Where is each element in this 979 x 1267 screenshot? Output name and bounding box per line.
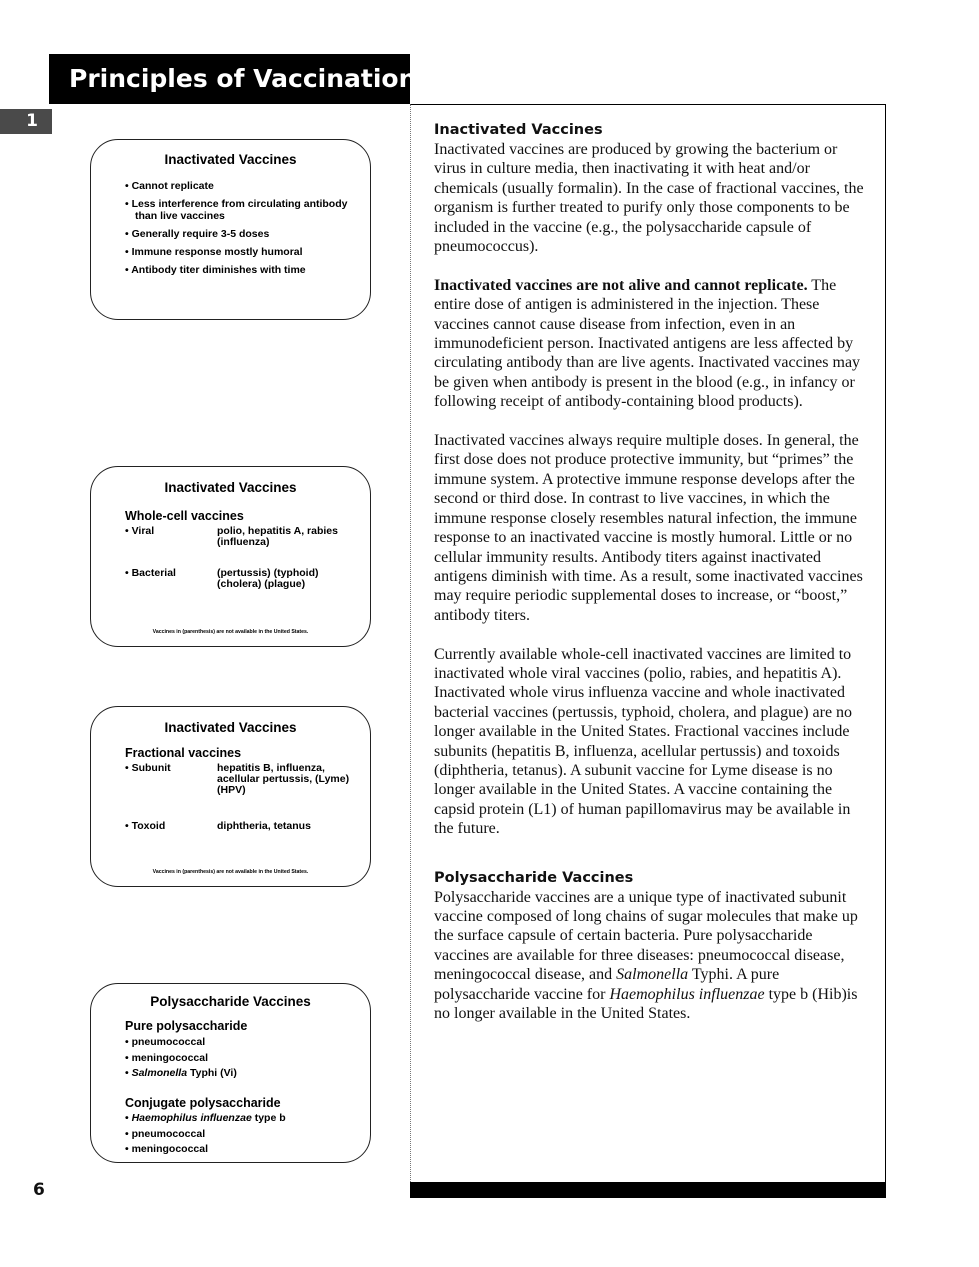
- pure-polysaccharide-list: [125, 1035, 237, 1082]
- list-item: • pneumococcal: [125, 1127, 206, 1140]
- paragraph: Inactivated vaccines always require multiple doses. In general, the first dose does not produce protective immunity, but “primes” the immune system. A protective immune response develops after the second or third dose. In contrast to live vaccines, in which the immune response closely resembles natural infection, the immune response to an inactivated vaccine is mostly humoral. Little or no cellular immunity results. Antibody titers against inactivated antigens diminish with time. As a result, some inactivated vaccines may require periodic supplemental doses to increase, or “boost,” antibody titers.: [434, 432, 863, 624]
- conjugate-polysaccharide-list: [125, 1111, 286, 1158]
- slide-bullet: • Immune response mostly humoral: [125, 246, 303, 258]
- list-item: • Haemophilus influenzae type b: [125, 1112, 286, 1124]
- slide-bullet-list: [125, 180, 370, 282]
- body-text-column: [434, 120, 864, 1043]
- slide-bullet: • Antibody titer diminishes with time: [125, 264, 306, 276]
- slide-bullet: • Generally require 3-5 doses: [125, 228, 270, 240]
- paragraph: Currently available whole-cell inactivated vaccines are limited to inactivated whole viral vaccines (polio, rabies, and hepatitis A). Inactivated whole virus influenza vaccine and whole inactivated bacterial vaccines (pertussis, typhoid, cholera, and plague) are no longer available in the United States. Fractional vaccines include subunits (hepatitis B, influenza, acellular pertussis) and toxoids (diphtheria, tetanus). A subunit vaccine for Lyme disease is no longer available in the United States. A vaccine containing the capsid protein (L1) of human papillomavirus may be available in the future.: [434, 645, 853, 838]
- slide-subheading: Whole-cell vaccines: [125, 509, 244, 523]
- paragraph: Inactivated vaccines are not alive and cannot replicate. The entire dose of antigen is administered in the injection. These vaccines cannot cause disease from infection, even in an immunodeficient person. Inactivated antigens are less affected by circulating antibody than are live agents. Inactivated vaccines may be given when antibody is present in the blood (e.g., in infancy or following receipt of antibody-containing blood products).: [434, 276, 861, 411]
- bottom-bar: [410, 1182, 886, 1198]
- list-item: • pneumococcal: [125, 1036, 206, 1048]
- list-item: • meningococcal: [125, 1143, 209, 1155]
- list-item: • Salmonella Typhi (Vi): [125, 1067, 237, 1079]
- slide-footnote: Vaccines in (parenthesis) are not available in the United States.: [152, 869, 309, 875]
- slide-subheading-conjugate: Conjugate polysaccharide: [125, 1096, 281, 1110]
- slide-bullet: • Less interference from circulating antibody than live vaccines: [125, 198, 348, 222]
- slide-inactivated-properties: [90, 139, 371, 320]
- slide-whole-cell-vaccines: Inactivated Vaccines Whole-cell vaccines • Viral polio, hepatitis A, rabies (influenza) • Bacterial (pertussis) (typhoid) (cholera) (plague) Vaccines in (parenthesis) are not available in the United States.: [90, 466, 371, 647]
- slide-title: Inactivated Vaccines: [164, 480, 297, 495]
- slide-subheading-pure: Pure polysaccharide: [125, 1019, 248, 1033]
- section-heading: Polysaccharide Vaccines: [434, 869, 634, 886]
- list-item: • meningococcal: [125, 1051, 209, 1064]
- slide-bullet: • Cannot replicate: [125, 180, 214, 192]
- paragraph: Polysaccharide vaccines are a unique type of inactivated subunit vaccine composed of long chains of sugar molecules that make up the surface capsule of certain bacteria. Pure polysaccharide vaccines are available for three diseases: pneumococcal disease, meningococcal disease, and Salmonella Typhi. A pure polysaccharide vaccine for Haemophilus influenzae type b (Hib)is no longer available in the United States.: [434, 888, 858, 1023]
- slide-footnote: Vaccines in (parenthesis) are not available in the United States.: [152, 629, 309, 635]
- slide-polysaccharide-vaccines: [90, 983, 371, 1163]
- chapter-title: Principles of Vaccination: [49, 54, 410, 104]
- section-heading: Inactivated Vaccines: [434, 122, 603, 138]
- page-number: 6: [33, 1180, 45, 1200]
- slide-fractional-vaccines: Inactivated Vaccines Fractional vaccines • Subunit hepatitis B, influenza, acellular pertussis, (Lyme) (HPV) • Toxoid diphtheria, tetanus Vaccines in (parenthesis) are not available in the United States.: [90, 706, 371, 887]
- chapter-number-tab: 1: [0, 109, 52, 134]
- slide-title: Inactivated Vaccines: [164, 152, 297, 167]
- slide-title: Inactivated Vaccines: [164, 720, 297, 735]
- slide-subheading: Fractional vaccines: [125, 746, 242, 760]
- paragraph: Inactivated vaccines are produced by growing the bacterium or virus in culture media, then inactivating it with heat and/or chemicals (usually formalin). In the case of fractional vaccines, the organism is further treated to purify only those components to be included in the vaccine (e.g., the polysaccharide capsule of pneumococcus).: [434, 141, 864, 256]
- slide-title: Polysaccharide Vaccines: [150, 994, 311, 1009]
